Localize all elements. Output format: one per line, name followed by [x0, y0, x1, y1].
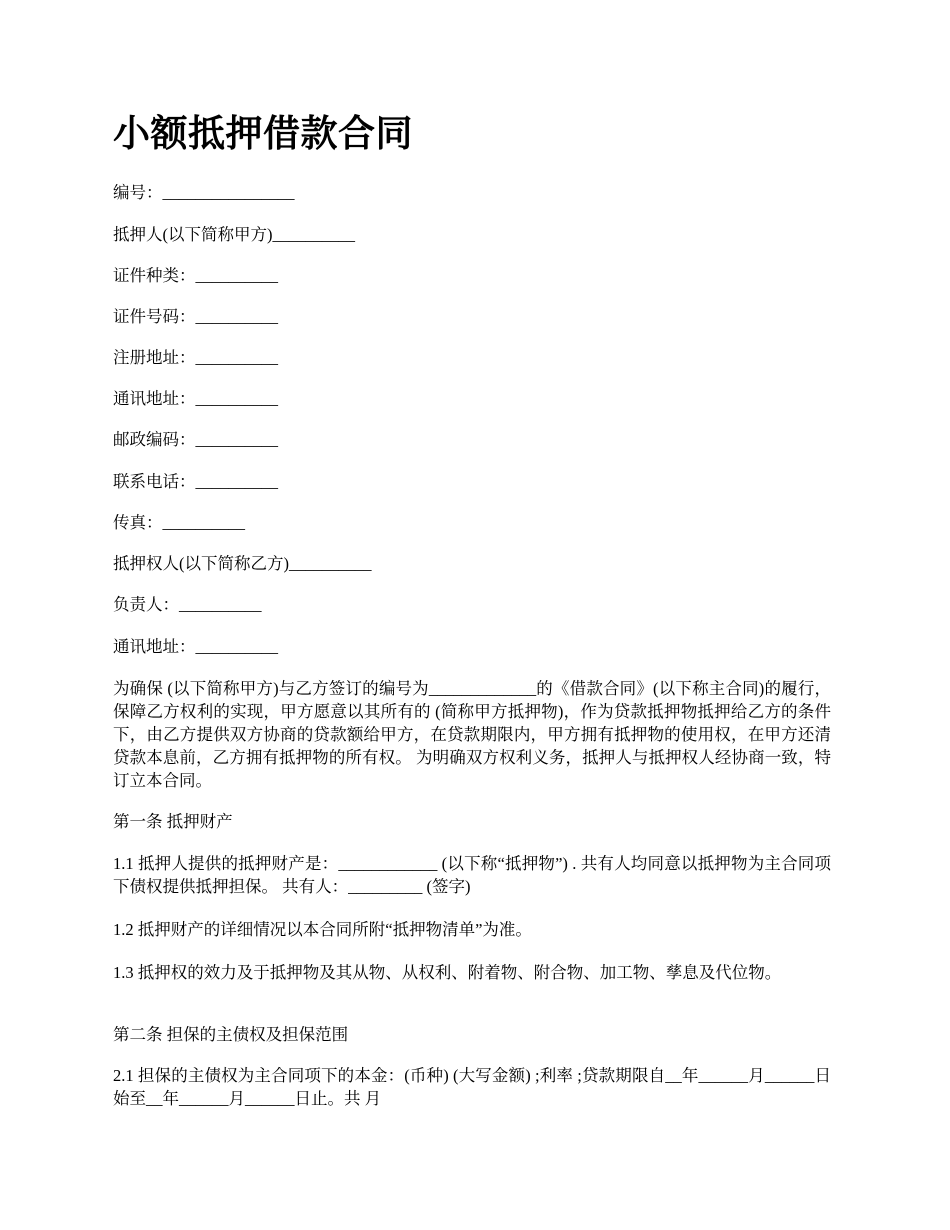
- field-postal-code: 邮政编码：__________: [113, 430, 278, 449]
- field-mortgagee: 抵押权人(以下简称乙方)__________: [113, 554, 372, 573]
- clause-1-2: 1.2 抵押财产的详细情况以本合同所附“抵押物清单”为准。: [113, 920, 532, 939]
- field-phone: 联系电话：__________: [113, 472, 278, 491]
- clause-1-3: 1.3 抵押权的效力及于抵押物及其从物、从权利、附着物、附合物、加工物、孳息及代位物。: [113, 963, 782, 982]
- field-id-type: 证件种类：__________: [113, 266, 278, 285]
- document-title: 小额抵押借款合同: [113, 114, 413, 155]
- field-registered-address: 注册地址：__________: [113, 348, 278, 367]
- article-1-heading: 第一条 抵押财产: [113, 812, 233, 831]
- clause-2-1: 2.1 担保的主债权为主合同项下的本金：(币种) (大写金额) ;利率 ;贷款期限自__年______月______日始至__年______月______日止。共 月: [113, 1066, 831, 1108]
- field-fax: 传真：__________: [113, 513, 245, 532]
- field-mortgagee-address: 通讯地址：__________: [113, 637, 278, 656]
- article-2-heading: 第二条 担保的主债权及担保范围: [113, 1025, 349, 1044]
- field-id-number: 证件号码：__________: [113, 307, 278, 326]
- field-responsible-person: 负责人：__________: [113, 595, 262, 614]
- field-mailing-address: 通讯地址：__________: [113, 389, 278, 408]
- intro-paragraph: 为确保 (以下简称甲方)与乙方签订的编号为_____________的《借款合同》(以下称主合同)的履行，保障乙方权利的实现，甲方愿意以其所有的 (简称甲方抵押物)，作为贷款抵押物抵押给乙方的条件下，由乙方提供双方协商的贷款额给甲方，在贷款期限内，甲方拥有抵押物的使用权，在甲方还清贷款本息前，乙方拥有抵押物的所有权。 为明确双方权利义务，抵押人与抵押权人经协商一致，特订立本合同。: [113, 679, 831, 790]
- clause-1-1: 1.1 抵押人提供的抵押财产是：____________ (以下称“抵押物”) . 共有人均同意以抵押物为主合同项下债权提供抵押担保。 共有人：_________ (签字): [113, 854, 831, 896]
- field-mortgagor: 抵押人(以下简称甲方)__________: [113, 225, 355, 244]
- field-contract-number: 编号：________________: [113, 183, 295, 202]
